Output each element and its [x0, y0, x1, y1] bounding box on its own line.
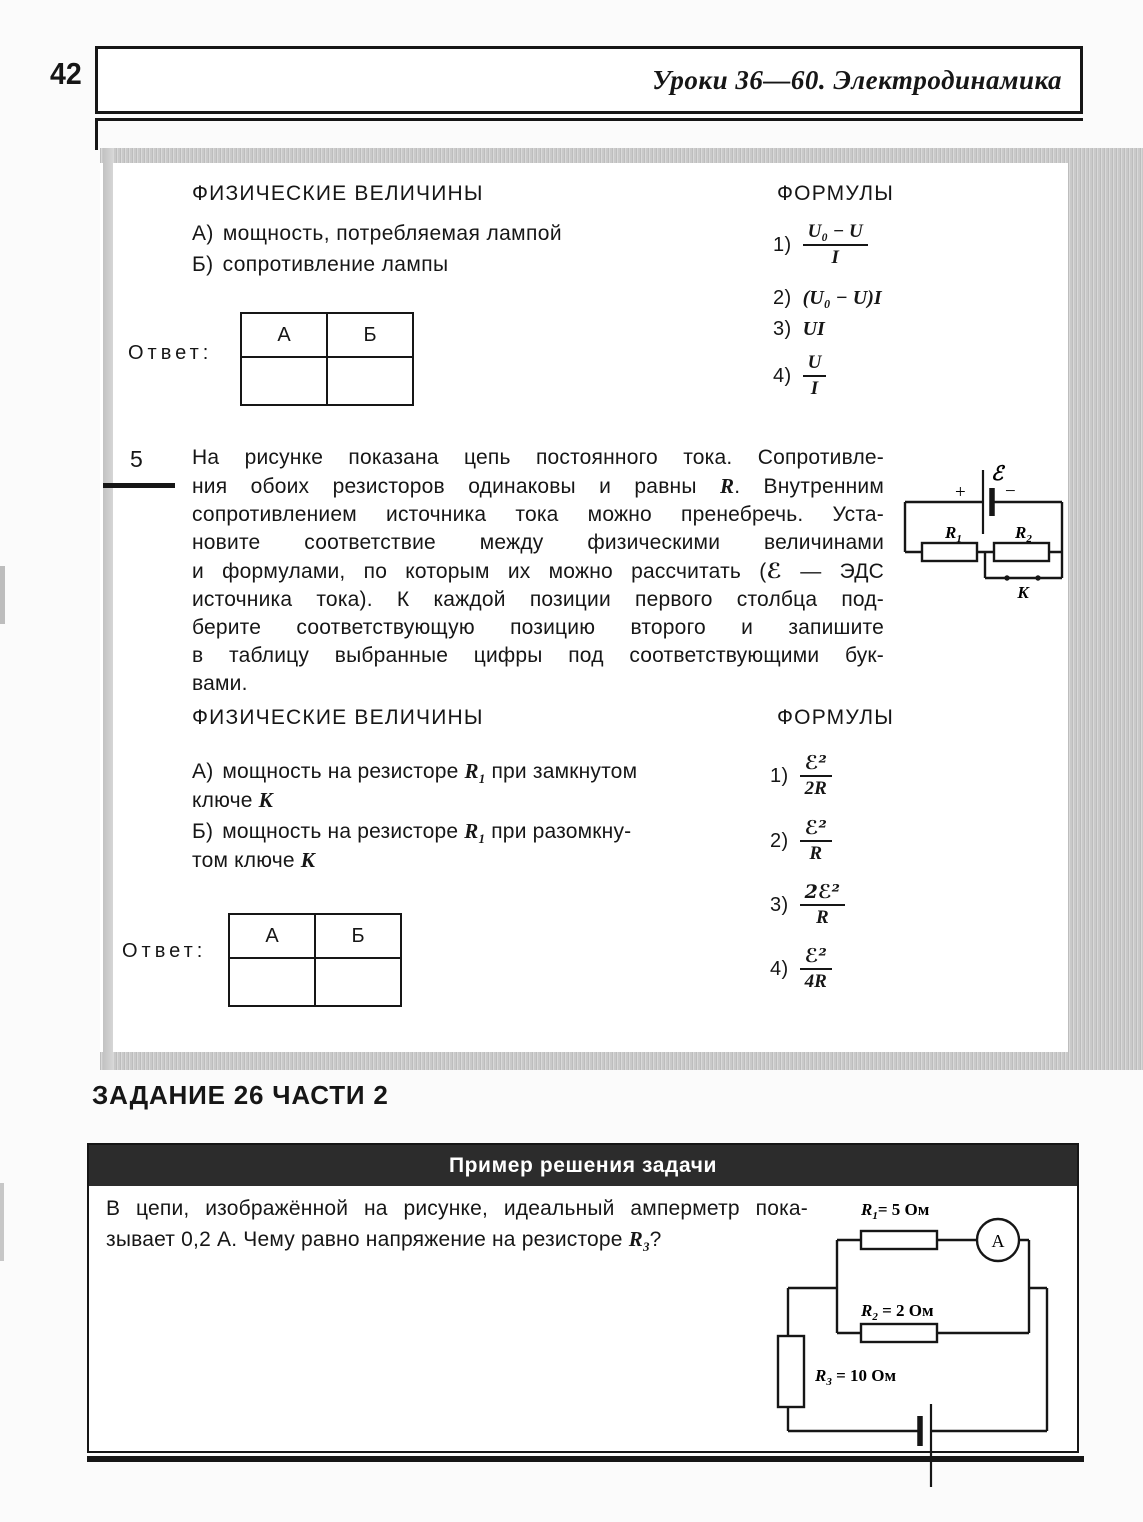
- math-var-K: К: [258, 788, 274, 812]
- formula-2-3-number: 3): [770, 893, 789, 916]
- fraction-numerator: ℰ²: [800, 752, 832, 777]
- example-title: Пример решения задачи: [448, 1153, 718, 1177]
- text-segment: ?: [649, 1228, 662, 1251]
- formula-1-1-number: 1): [773, 233, 792, 256]
- switch-label: K: [1017, 583, 1029, 602]
- formulas-title-2: ФОРМУЛЫ: [777, 706, 894, 729]
- item-b-label: Б): [192, 253, 214, 276]
- formula-1-3-number: 3): [773, 318, 792, 340]
- texture-strip-top: [100, 148, 1143, 163]
- math-var-R: R: [719, 474, 735, 498]
- answer-label-1: Ответ:: [128, 342, 213, 364]
- r-subscript: 3: [826, 1376, 832, 1388]
- formula-1-4-fraction: [803, 352, 827, 400]
- formula-1-4-number: 4): [773, 364, 792, 387]
- item-a-label: А): [192, 760, 214, 783]
- scan-artifact: [0, 1183, 4, 1261]
- answer-cell-b[interactable]: [315, 958, 401, 1006]
- formula-2-4-number: 4): [770, 957, 789, 980]
- formula-1-3: [773, 318, 825, 341]
- text-segment: при разомкну-: [485, 820, 632, 843]
- item-line: [192, 786, 637, 815]
- formula-1-2: [773, 287, 882, 310]
- fraction-denominator: I: [810, 378, 819, 399]
- answer-table-2-col-a: А: [229, 914, 315, 958]
- r1-label: [944, 523, 962, 545]
- text-segment: зывает 0,2 А. Чему равно напряжение на резисторе: [106, 1228, 629, 1251]
- fraction-denominator: R: [815, 907, 829, 928]
- text-line: в таблицу выбранные цифры под соответствующими бук-: [192, 644, 884, 667]
- r-subscript: 2: [1026, 533, 1032, 545]
- fraction-denominator: 2R: [804, 778, 827, 799]
- item-line: [192, 846, 631, 875]
- formula-1-1-fraction: [803, 221, 868, 269]
- quantity-item-b-2: [192, 817, 631, 875]
- item-b-text: сопротивление лампы: [222, 253, 449, 276]
- emf-label: ℰ: [991, 463, 1004, 485]
- plus-sign: +: [955, 482, 966, 503]
- math-subscript: 1: [478, 831, 486, 847]
- formula-1-2-number: 2): [773, 287, 792, 309]
- formula-2-2-fraction: [800, 817, 832, 865]
- ammeter-label: A: [991, 1231, 1005, 1251]
- resistor-r1: [861, 1231, 937, 1249]
- r-subscript: 1: [872, 1210, 878, 1222]
- problem-number: 5: [130, 446, 143, 472]
- formula-2-1-number: 1): [770, 764, 789, 787]
- text-line: новите соответствие между физическими величинами: [192, 531, 884, 554]
- scan-artifact: [0, 566, 5, 624]
- minus-sign: −: [1005, 481, 1016, 502]
- formula-2-2-number: 2): [770, 829, 789, 852]
- item-line: [192, 817, 631, 846]
- fraction-denominator: R: [809, 843, 823, 864]
- text-segment: ключе: [192, 789, 259, 812]
- r-base: R: [815, 1366, 827, 1385]
- text-segment: мощность на резисторе: [222, 760, 465, 783]
- fraction-numerator: ℰ²: [800, 817, 832, 842]
- problem-number-rule: [103, 483, 175, 488]
- item-line: [192, 757, 637, 786]
- answer-cell-a[interactable]: [229, 958, 315, 1006]
- text-line: сопротивлением источника тока можно пренебречь. Уста-: [192, 503, 884, 526]
- answer-label-2: Ответ:: [122, 940, 207, 962]
- text-segment: . Внутренним: [734, 475, 884, 498]
- formula-1-1: [773, 221, 868, 269]
- quantities-title-1: ФИЗИЧЕСКИЕ ВЕЛИЧИНЫ: [192, 182, 484, 205]
- text-segment: том ключе: [192, 849, 301, 872]
- fraction-numerator: 2ℰ²: [800, 881, 845, 906]
- formula-2-3: [770, 881, 845, 929]
- text-segment: — ЭДС: [781, 560, 884, 583]
- r2-label: [1014, 523, 1032, 545]
- resistor-r2: [994, 543, 1049, 561]
- circuit-diagram-problem5: [895, 450, 1079, 602]
- text-segment: и формулами, по которым их можно рассчитать (: [192, 560, 767, 583]
- resistor-r3: [778, 1336, 804, 1407]
- r-value: = 2 Ом: [877, 1301, 934, 1320]
- r-value: = 5 Ом: [877, 1200, 930, 1219]
- example-title-bar: [89, 1145, 1077, 1186]
- formula-1-2-expression: (U₀ − U)I: [802, 287, 882, 309]
- r1-value-label: [860, 1200, 930, 1222]
- circuit-diagram-example: [765, 1185, 1085, 1495]
- r-base: R: [1015, 523, 1027, 542]
- formula-2-3-fraction: [800, 881, 845, 929]
- math-subscript: 3: [642, 1239, 650, 1255]
- item-a-label: А): [192, 222, 214, 245]
- switch-contact: [1004, 575, 1009, 580]
- formula-2-2: [770, 817, 832, 865]
- r-subscript: 1: [956, 533, 962, 545]
- fraction-denominator: 4R: [804, 971, 827, 992]
- text-line: [106, 1224, 808, 1255]
- math-var-R: R: [464, 819, 479, 843]
- quantity-item-b: [192, 253, 449, 277]
- formulas-title-1: ФОРМУЛЫ: [777, 182, 894, 205]
- math-var-emf: ℰ: [766, 558, 782, 583]
- text-line: берите соответствующую позицию второго и запишите: [192, 616, 884, 639]
- r-base: R: [861, 1301, 873, 1320]
- math-subscript: 1: [478, 771, 486, 787]
- section-heading: ЗАДАНИЕ 26 ЧАСТИ 2: [92, 1080, 389, 1110]
- texture-strip-right: [1068, 148, 1143, 1070]
- item-b-label: Б): [192, 820, 214, 843]
- problem-5-text: [192, 444, 884, 698]
- resistor-r2: [861, 1324, 937, 1342]
- formula-2-4-fraction: [800, 945, 832, 993]
- chapter-title: Уроки 36—60. Электродинамика: [652, 64, 1062, 95]
- formula-1-3-expression: UI: [802, 318, 825, 340]
- text-segment: ния обоих резисторов одинаковы и равны: [192, 475, 720, 498]
- fraction-numerator: ℰ²: [800, 945, 832, 970]
- r-value: = 10 Ом: [831, 1366, 897, 1385]
- formula-2-4: [770, 945, 832, 993]
- chapter-header-box: [95, 46, 1083, 114]
- math-var-K: К: [300, 848, 316, 872]
- answer-table-2-col-b: Б: [315, 914, 401, 958]
- item-a-text: мощность, потребляемая лампой: [222, 222, 563, 245]
- texture-strip-left: [103, 148, 113, 1070]
- quantity-item-a: [192, 222, 562, 246]
- formula-1-4: [773, 352, 826, 400]
- texture-strip-bottom: [100, 1052, 1143, 1070]
- math-var-R: R: [464, 759, 479, 783]
- math-var-R: R: [628, 1227, 643, 1251]
- text-line: источника тока). К каждой позиции первого столбца под-: [192, 588, 884, 611]
- answer-cell-a[interactable]: [241, 357, 327, 405]
- formula-2-1-fraction: [800, 752, 832, 800]
- formula-2-1: [770, 752, 832, 800]
- quantity-item-a-2: [192, 757, 637, 815]
- text-line: [192, 557, 884, 586]
- switch-contact: [1035, 575, 1040, 580]
- quantities-title-2: ФИЗИЧЕСКИЕ ВЕЛИЧИНЫ: [192, 706, 484, 729]
- r-base: R: [861, 1200, 873, 1219]
- r2-value-label: [860, 1301, 934, 1323]
- answer-table-1-col-a: А: [241, 313, 327, 357]
- r-subscript: 2: [872, 1311, 878, 1323]
- page-number: 42: [50, 56, 82, 91]
- header-left-stub: [95, 118, 98, 150]
- resistor-r1: [922, 543, 977, 561]
- fraction-numerator: U₀ − U: [803, 221, 868, 246]
- r-base: R: [945, 523, 957, 542]
- answer-table-1: [240, 312, 414, 406]
- fraction-denominator: I: [831, 247, 839, 268]
- answer-table-1-col-b: Б: [327, 313, 413, 357]
- text-line: [192, 472, 884, 501]
- text-segment: мощность на резисторе: [222, 820, 465, 843]
- fraction-numerator: U: [803, 352, 827, 377]
- text-line: На рисунке показана цепь постоянного тока. Сопротивле-: [192, 446, 884, 469]
- text-segment: при замкнутом: [485, 760, 638, 783]
- answer-cell-b[interactable]: [327, 357, 413, 405]
- header-underline: [95, 118, 1083, 121]
- text-line: В цепи, изображённой на рисунке, идеальный амперметр пока-: [106, 1197, 808, 1220]
- text-line: вами.: [192, 672, 248, 695]
- example-problem-text: [106, 1194, 808, 1255]
- r3-value-label: [814, 1366, 897, 1388]
- answer-table-2: [228, 913, 402, 1007]
